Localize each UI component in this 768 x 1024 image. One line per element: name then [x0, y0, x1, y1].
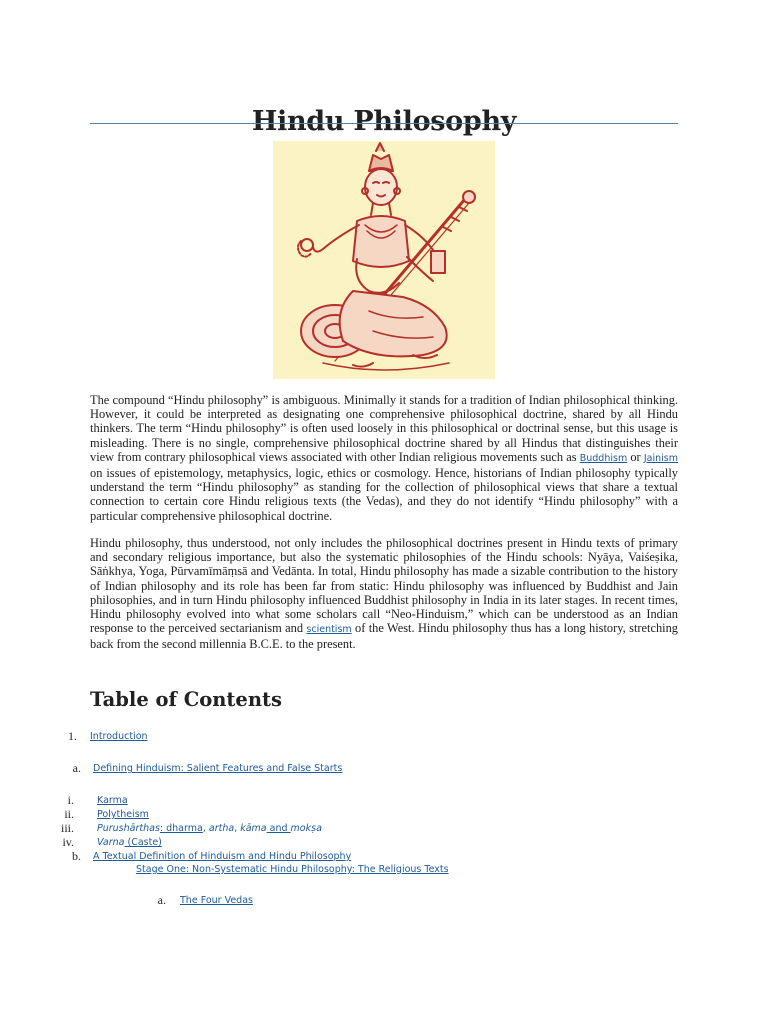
- saraswati-illustration: [273, 141, 495, 379]
- toc-label-part: and: [266, 823, 291, 834]
- paragraph-text: or: [627, 449, 644, 464]
- toc-marker: i.: [67, 793, 74, 807]
- paragraph-text: Hindu philosophy, thus understood, not only includes the philosophical doctrines present in Hindu texts of primary and secondary religious importance, but also the systematic philosophies of the Hindu schools: Nyāya, Vaiśeṣika, Sāṅkhya, Yoga, Pūrvamīmāṃsā and Vedānta. In total, Hindu philosophy has made a sizable contribution to the history of Indian philosophy and its role has been far from static: Hindu philosophy was influenced by Buddhist and Jain philosophies, and in turn Hindu philosophy influenced Buddhist philosophy in India in its later stages. In recent times, Hindu philosophy evolved into what some scholars call “Neo-Hinduism,” which can be understood as an Indian response to the perceived sectarianism and: [90, 536, 678, 636]
- toc-label-part: mokṣa: [290, 823, 322, 834]
- saraswati-veena-illustration-icon: [273, 141, 495, 379]
- toc-marker: a.: [72, 761, 81, 775]
- toc-marker: b.: [72, 849, 81, 863]
- toc-label-part: ,: [202, 823, 209, 834]
- intro-paragraph-2: [90, 536, 678, 652]
- toc-link-textual-definition[interactable]: A Textual Definition of Hinduism and Hindu Philosophy: [93, 851, 352, 862]
- toc-label-part: Varna: [97, 837, 125, 848]
- toc-link-varna[interactable]: [97, 837, 162, 848]
- toc-link-karma[interactable]: Karma: [97, 795, 128, 806]
- toc-link-polytheism[interactable]: Polytheism: [97, 809, 149, 820]
- toc-link-purusharthas[interactable]: [97, 823, 322, 834]
- link-buddhism[interactable]: Buddhism: [579, 452, 628, 464]
- toc-label-part: kāma: [240, 823, 267, 834]
- paragraph-text: of the West. Hindu philosophy thus has a long history, stretching back from the second millennia B.C.E. to the present.: [90, 621, 678, 652]
- page-title: Hindu Philosophy: [251, 106, 517, 138]
- toc-marker: 1.: [68, 729, 77, 743]
- toc-link-four-vedas[interactable]: The Four Vedas: [180, 895, 253, 906]
- link-jainism[interactable]: Jainism: [643, 452, 678, 464]
- link-scientism[interactable]: scientism: [306, 624, 352, 636]
- paragraph-text: on issues of epistemology, metaphysics, logic, ethics or cosmology. Hence, historians of Indian philosophy typically understand the term “Hindu philosophy” as standing for the collection of philosophical views that share a textual connection to certain core Hindu religious texts (the Vedas), and they do not identify “Hindu philosophy” with a particular comprehensive philosophical doctrine.: [90, 466, 678, 523]
- toc-label-part: Purushārthas: [97, 823, 160, 834]
- toc-marker: iii.: [60, 821, 74, 835]
- toc-heading: Table of Contents: [90, 688, 282, 711]
- toc-marker: ii.: [64, 807, 74, 821]
- intro-paragraph-1: [90, 393, 678, 523]
- toc-label-part: : dharma: [159, 823, 203, 834]
- toc-marker: iv.: [62, 835, 74, 849]
- toc-label-part: (Caste): [124, 837, 162, 848]
- toc-label-part: ,: [234, 823, 241, 834]
- paragraph-text: The compound “Hindu philosophy” is ambiguous. Minimally it stands for a tradition of Indian philosophical thinking. However, it could be interpreted as designating one comprehensive philosophical doctrine, shared by all Hindu thinkers. The term “Hindu philosophy” is often used loosely in this philosophical or doctrinal sense, but this usage is misleading. There is no single, comprehensive philosophical doctrine shared by all Hindus that distinguishes their view from contrary philosophical views associated with other Indian religious movements such as: [90, 393, 678, 464]
- toc-link-introduction[interactable]: Introduction: [90, 731, 148, 742]
- toc-link-defining-hinduism[interactable]: Defining Hinduism: Salient Features and False Starts: [93, 763, 343, 774]
- toc-label-part: artha: [208, 823, 235, 834]
- toc-link-stage-one[interactable]: Stage One: Non-Systematic Hindu Philosophy: The Religious Texts: [136, 864, 449, 875]
- title-divider: [90, 123, 678, 124]
- toc-marker: a.: [157, 893, 166, 907]
